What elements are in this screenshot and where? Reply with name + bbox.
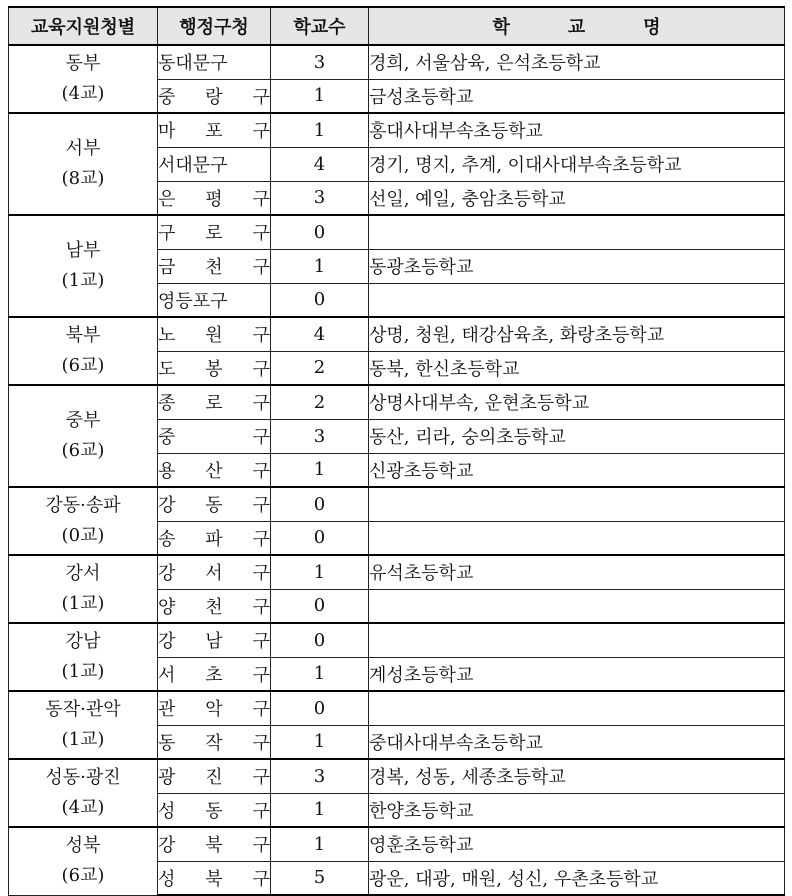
school-count-cell: 5 — [271, 861, 369, 895]
table-header — [9, 7, 785, 45]
district-name: 마 포 구 — [158, 121, 270, 143]
district-name: 강 남 구 — [158, 631, 270, 653]
school-count-cell: 0 — [271, 487, 369, 521]
office-cell — [9, 759, 158, 827]
district-cell — [158, 147, 271, 181]
office-name: 성동·광진 — [45, 767, 121, 788]
office-name: 북부 — [65, 325, 101, 346]
school-names-cell: 중대사대부속초등학교 — [369, 725, 785, 759]
district-name: 송 파 구 — [158, 528, 270, 550]
district-cell — [158, 521, 271, 555]
school-names-cell — [369, 283, 785, 317]
district-cell — [158, 725, 271, 759]
header-row — [9, 7, 785, 45]
school-names-cell: 선일, 예일, 충암초등학교 — [369, 181, 785, 215]
office-name: 동작·관악 — [45, 699, 121, 720]
office-school-count: (1교) — [61, 729, 105, 750]
district-name: 도 봉 구 — [158, 358, 270, 380]
school-names-cell: 계성초등학교 — [369, 657, 785, 691]
table-row — [9, 759, 785, 793]
office-name: 중부 — [65, 410, 101, 431]
school-names-cell: 영훈초등학교 — [369, 827, 785, 861]
office-name: 성북 — [65, 835, 101, 857]
district-cell — [158, 215, 271, 249]
school-names-cell — [369, 215, 785, 249]
table-row — [9, 827, 785, 861]
office-school-count: (8교) — [61, 168, 105, 189]
district-cell — [158, 759, 271, 793]
school-count-cell: 1 — [271, 453, 369, 487]
office-school-count: (6교) — [61, 355, 105, 376]
school-count-cell: 3 — [271, 181, 369, 215]
school-count-cell: 1 — [271, 827, 369, 861]
office-school-count: (0교) — [61, 525, 105, 546]
table-row — [9, 113, 785, 147]
district-cell — [158, 45, 271, 79]
school-names-cell: 상명사대부속, 운현초등학교 — [369, 385, 785, 419]
school-count-cell: 1 — [271, 793, 369, 827]
office-cell — [9, 487, 158, 555]
table-row — [9, 691, 785, 725]
school-count-cell: 4 — [271, 147, 369, 181]
district-cell — [158, 827, 271, 861]
school-count-cell: 0 — [271, 521, 369, 555]
district-cell — [158, 283, 271, 317]
district-name: 강 동 구 — [158, 495, 270, 517]
district-cell — [158, 623, 271, 657]
office-cell — [9, 623, 158, 691]
office-school-count: (1교) — [61, 270, 105, 291]
office-cell — [9, 45, 158, 113]
district-name: 관 악 구 — [158, 699, 270, 721]
district-cell — [158, 181, 271, 215]
school-names-cell: 동북, 한신초등학교 — [369, 351, 785, 385]
school-names-cell — [369, 623, 785, 657]
district-name: 서 초 구 — [158, 664, 270, 686]
school-count-cell: 2 — [271, 385, 369, 419]
district-name: 중 랑 구 — [158, 86, 270, 108]
school-count-cell: 1 — [271, 79, 369, 113]
school-count-cell: 0 — [271, 691, 369, 725]
district-cell — [158, 657, 271, 691]
school-count-cell: 0 — [271, 623, 369, 657]
office-cell — [9, 691, 158, 759]
school-names-cell: 경희, 서울삼육, 은석초등학교 — [369, 45, 785, 79]
school-names-cell: 경복, 성동, 세종초등학교 — [369, 759, 785, 793]
district-cell — [158, 555, 271, 589]
district-name: 강 북 구 — [158, 835, 270, 857]
table-row — [9, 555, 785, 589]
school-names-cell: 상명, 청원, 태강삼육초, 화랑초등학교 — [369, 317, 785, 351]
district-cell — [158, 793, 271, 827]
district-name: 노 원 구 — [158, 325, 270, 347]
table-row — [9, 385, 785, 419]
table-row — [9, 215, 785, 249]
district-name: 용 산 구 — [158, 460, 270, 482]
school-count-cell: 1 — [271, 657, 369, 691]
table-row — [9, 487, 785, 521]
office-cell — [9, 215, 158, 317]
table-body — [9, 45, 785, 895]
school-count-cell: 4 — [271, 317, 369, 351]
school-names-cell: 금성초등학교 — [369, 79, 785, 113]
office-school-count: (6교) — [61, 440, 105, 461]
district-name: 강 서 구 — [158, 563, 270, 585]
school-count-cell: 1 — [271, 113, 369, 147]
district-cell — [158, 249, 271, 283]
school-table — [8, 6, 785, 896]
office-cell — [9, 113, 158, 215]
school-names-cell — [369, 487, 785, 521]
header-district: 행정구청 — [158, 7, 271, 45]
office-school-count: (4교) — [61, 83, 105, 104]
district-cell — [158, 317, 271, 351]
district-cell — [158, 113, 271, 147]
district-name: 영등포구 — [158, 290, 228, 312]
school-count-cell: 1 — [271, 555, 369, 589]
school-names-cell: 홍대사대부속초등학교 — [369, 113, 785, 147]
district-cell — [158, 351, 271, 385]
school-count-cell: 0 — [271, 283, 369, 317]
school-names-cell — [369, 691, 785, 725]
school-count-cell: 1 — [271, 249, 369, 283]
district-cell — [158, 691, 271, 725]
district-name: 중 구 — [158, 427, 270, 448]
table-row — [9, 45, 785, 79]
office-cell — [9, 555, 158, 623]
school-names-cell: 신광초등학교 — [369, 453, 785, 487]
district-cell — [158, 79, 271, 113]
district-cell — [158, 861, 271, 895]
district-cell — [158, 419, 271, 453]
school-names-cell — [369, 521, 785, 555]
school-names-cell — [369, 589, 785, 623]
district-cell — [158, 453, 271, 487]
school-count-cell: 3 — [271, 419, 369, 453]
header-schools — [369, 7, 785, 45]
school-names-cell: 동광초등학교 — [369, 249, 785, 283]
district-name: 서대문구 — [158, 155, 228, 176]
office-cell — [9, 827, 158, 895]
office-school-count: (4교) — [61, 797, 105, 818]
table-row — [9, 317, 785, 351]
district-name: 광 진 구 — [158, 767, 270, 789]
school-names-cell: 광운, 대광, 매원, 성신, 우촌초등학교 — [369, 861, 785, 895]
office-school-count: (1교) — [61, 661, 105, 682]
office-cell — [9, 317, 158, 385]
school-count-cell: 2 — [271, 351, 369, 385]
school-names-cell: 한양초등학교 — [369, 793, 785, 827]
district-name: 금 천 구 — [158, 257, 270, 278]
school-names-cell: 유석초등학교 — [369, 555, 785, 589]
district-name: 구 로 구 — [158, 223, 270, 245]
district-name: 성 북 구 — [158, 868, 270, 890]
school-names-cell: 경기, 명지, 추계, 이대사대부속초등학교 — [369, 147, 785, 181]
office-name: 강동·송파 — [45, 495, 121, 516]
office-name: 남부 — [65, 240, 101, 261]
school-count-cell: 1 — [271, 725, 369, 759]
office-cell — [9, 385, 158, 487]
office-name: 강남 — [65, 631, 101, 652]
office-school-count: (1교) — [61, 593, 105, 614]
header-office: 교육지원청별 — [9, 7, 158, 45]
office-school-count: (6교) — [61, 865, 105, 887]
district-name: 동대문구 — [158, 53, 228, 75]
school-names-cell: 동산, 리라, 숭의초등학교 — [369, 419, 785, 453]
district-cell — [158, 589, 271, 623]
office-name: 서부 — [65, 138, 101, 159]
district-name: 종 로 구 — [158, 393, 270, 415]
table-row — [9, 623, 785, 657]
district-name: 동 작 구 — [158, 732, 270, 754]
school-count-cell: 3 — [271, 45, 369, 79]
school-count-cell: 0 — [271, 589, 369, 623]
district-name: 성 동 구 — [158, 800, 270, 822]
school-count-cell: 3 — [271, 759, 369, 793]
district-name: 양 천 구 — [158, 596, 270, 618]
district-name: 은 평 구 — [158, 188, 270, 210]
header-count: 학교수 — [271, 7, 369, 45]
district-cell — [158, 487, 271, 521]
office-name: 강서 — [65, 563, 101, 584]
school-count-cell: 0 — [271, 215, 369, 249]
office-name: 동부 — [65, 53, 101, 74]
header-schools-label: 학 교 명 — [492, 17, 661, 38]
district-cell — [158, 385, 271, 419]
